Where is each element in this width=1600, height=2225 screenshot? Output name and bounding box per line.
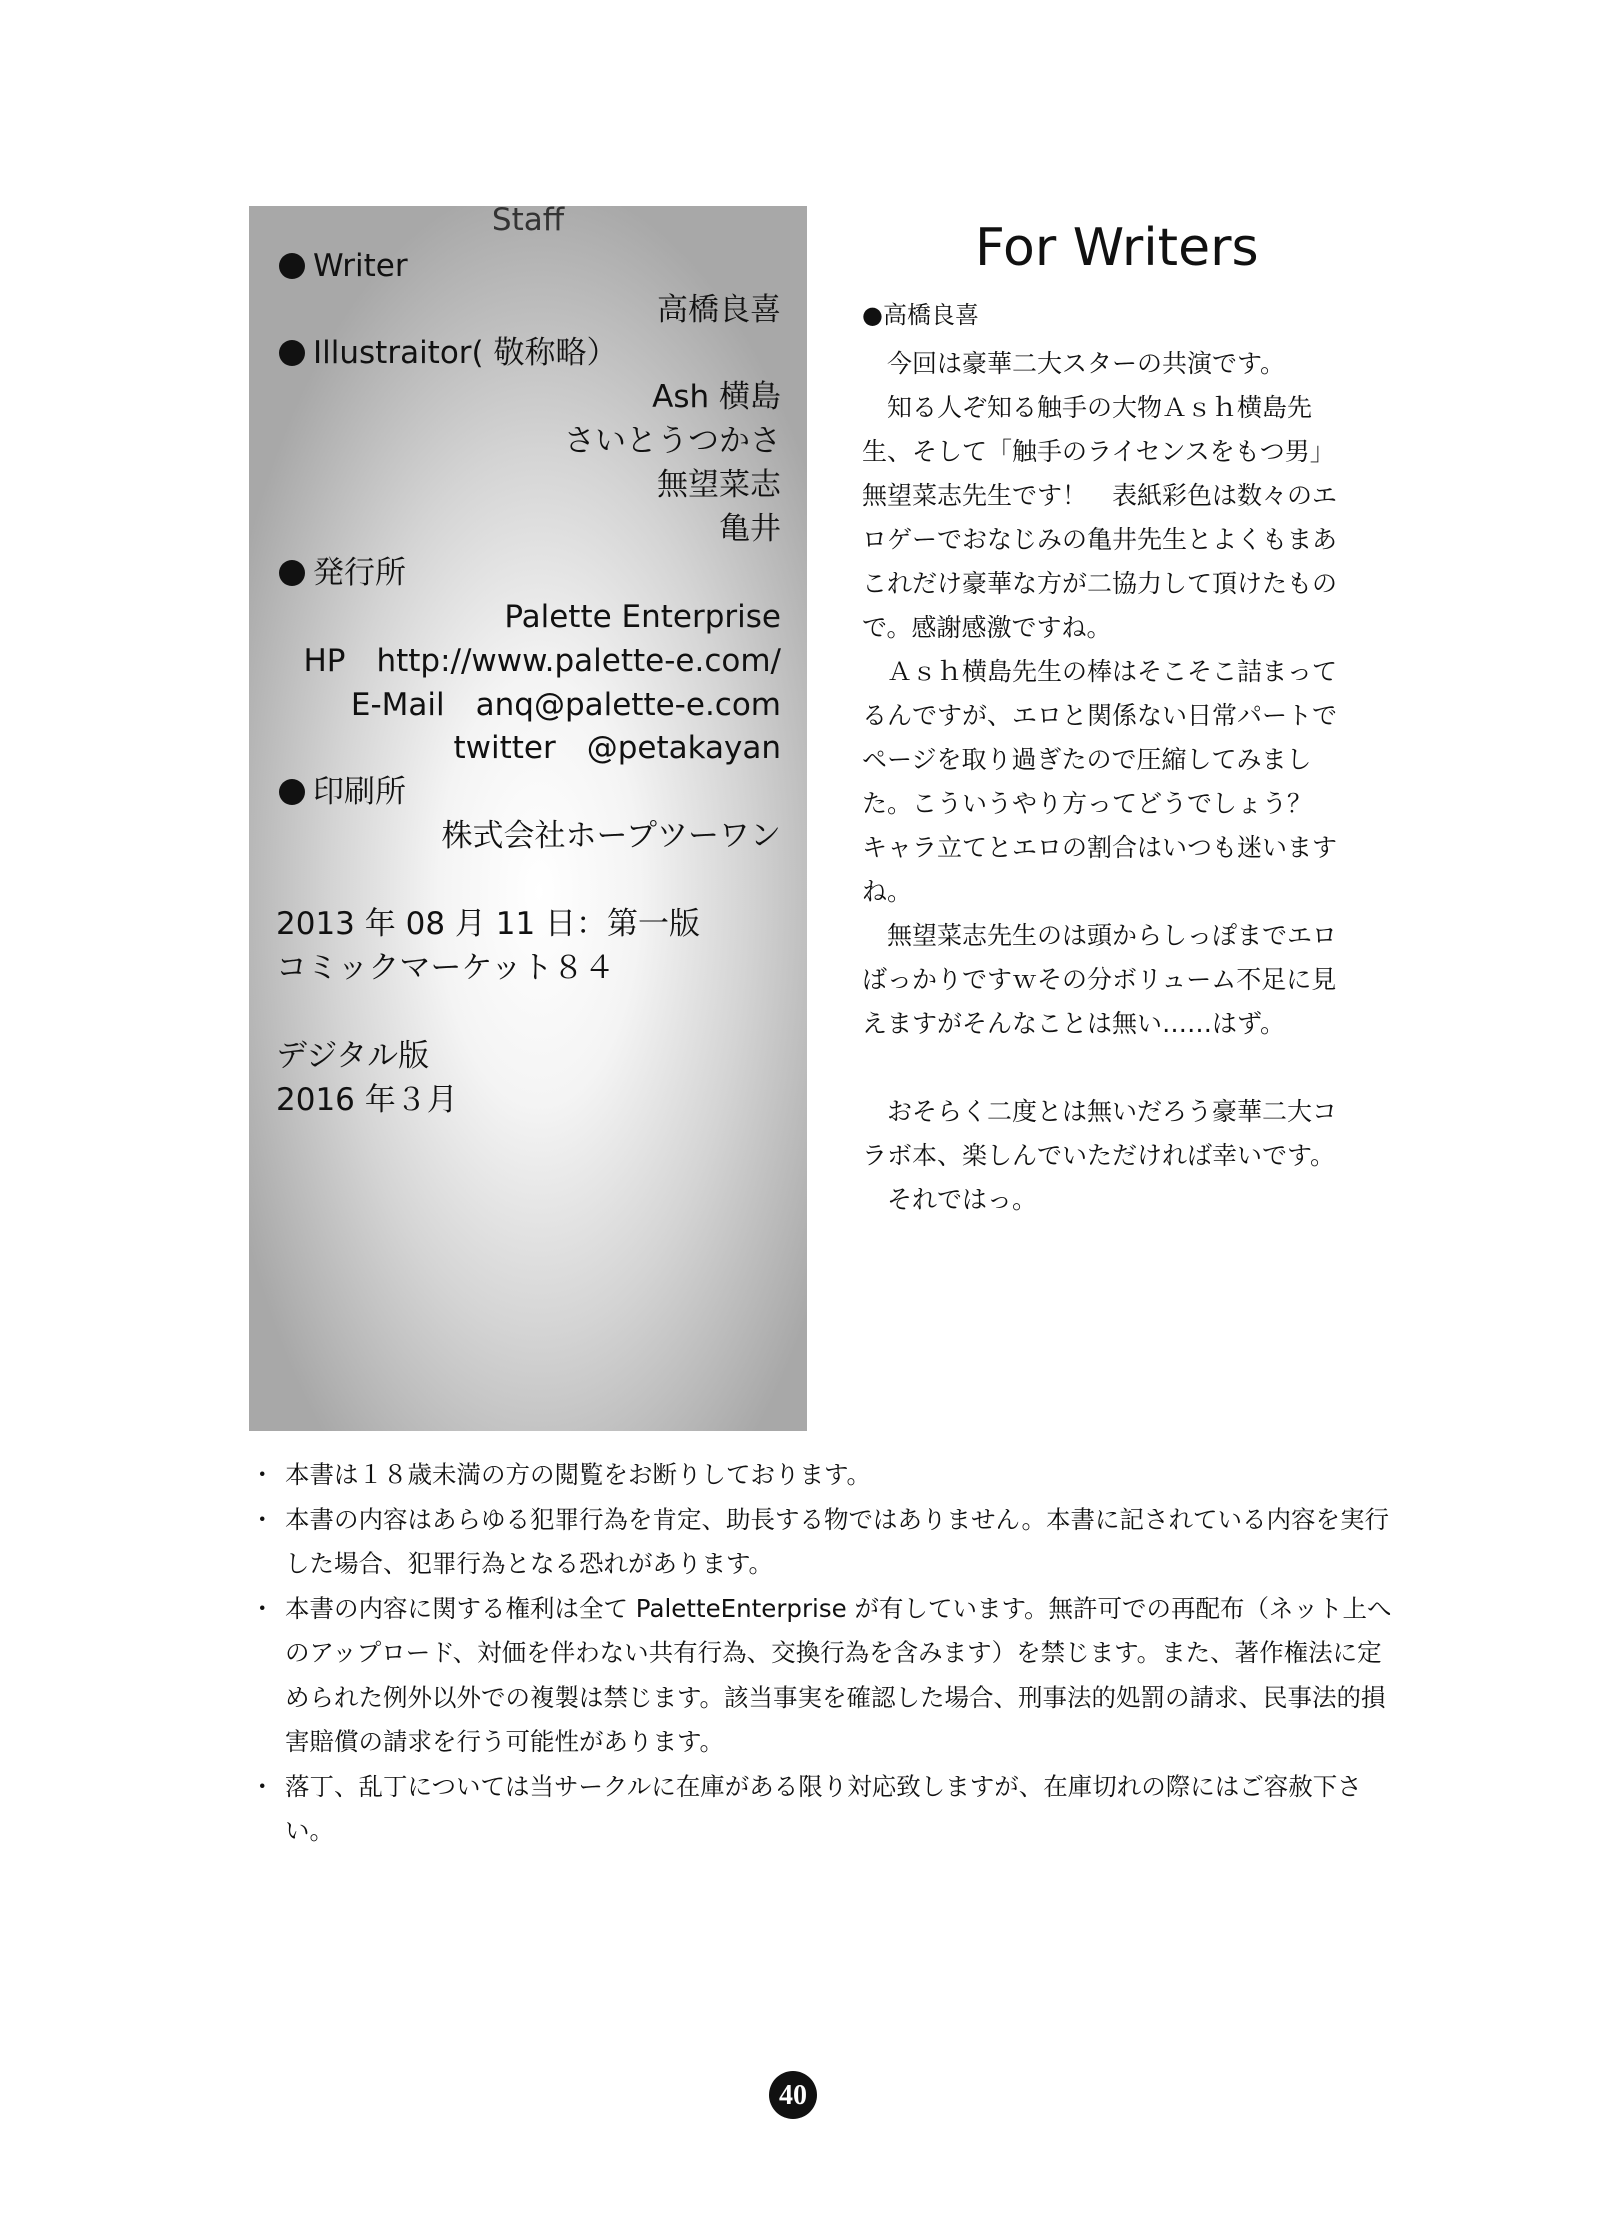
digital-date: 2016 年３月	[276, 1082, 458, 1118]
email-address: E-Mail anq@palette-e.com	[350, 687, 781, 723]
note-text: 本書は１８歳未満の方の閲覧をお断りしております。	[285, 1460, 872, 1489]
writer-label: Writer	[313, 248, 408, 284]
for-writers-title: For Writers	[975, 218, 1259, 278]
for-writers-body	[862, 342, 1355, 1222]
writer-heading	[279, 246, 408, 286]
publisher-label: 発行所	[313, 555, 406, 591]
staff-panel	[249, 202, 807, 1431]
body-paragraph: それではっ。	[887, 1185, 1038, 1214]
bullet-icon	[279, 253, 305, 279]
bullet-icon: ・	[250, 1593, 275, 1623]
bullet-icon	[279, 560, 305, 586]
edition-date: 2013 年 08 月 11 日：第一版	[276, 906, 701, 942]
for-writers-author: ●高橋良喜	[862, 301, 979, 329]
bullet-icon: ・	[250, 1460, 275, 1489]
body-paragraph: Ａｓｈ横島先生の棒はそこそこ詰まってるんですが、エロと関係ない日常パートでページを取り過ぎたので圧縮してみました。こういうやり方ってどうでしょう？ キャラ立てとエロの割合はいつも迷いますね。	[862, 657, 1338, 906]
body-paragraph: 今回は豪華二大スターの共演です。	[887, 349, 1286, 378]
writer-name: 高橋良喜	[657, 292, 781, 328]
illustrator-name: 亀井	[719, 511, 781, 547]
printer-name: 株式会社ホープツーワン	[441, 818, 781, 854]
printer-heading	[279, 772, 406, 812]
note-text: 落丁、乱丁については当サークルに在庫がある限り対応致しますが、在庫切れの際にはご容赦下さい。	[285, 1771, 1362, 1845]
staff-title: Staff	[491, 202, 565, 238]
note-item	[250, 1587, 1400, 1765]
bullet-icon: ・	[250, 1771, 275, 1801]
bullet-icon: ・	[250, 1504, 275, 1534]
page-number	[767, 2069, 819, 2121]
note-item	[250, 1765, 1400, 1854]
note-text: 本書の内容はあらゆる犯罪行為を肯定、助長する物ではありません。本書に記されている内容を実行した場合、犯罪行為となる恐れがあります。	[285, 1504, 1389, 1578]
publisher-name: Palette Enterprise	[504, 599, 781, 635]
bullet-icon	[279, 779, 305, 805]
note-item	[250, 1453, 1400, 1498]
note-item	[250, 1498, 1400, 1587]
bullet-icon	[279, 340, 305, 366]
illustrator-label: Illustraitor( 敬称略）	[313, 335, 618, 371]
notes-list	[250, 1453, 1400, 1854]
digital-edition: デジタル版	[276, 1038, 430, 1074]
body-paragraph-spacer	[862, 1046, 1355, 1090]
illustrator-name: さいとうつかさ	[564, 423, 781, 459]
printer-label: 印刷所	[313, 774, 406, 810]
page-number-text: 40	[779, 2080, 807, 2111]
publisher-heading	[279, 553, 406, 593]
illustrator-name: 無望菜志	[657, 467, 781, 503]
illustrator-heading	[279, 333, 618, 373]
twitter-handle: twitter @petakayan	[453, 730, 781, 766]
body-paragraph: おそらく二度とは無いだろう豪華二大コラボ本、楽しんでいただければ幸いです。	[862, 1097, 1338, 1170]
event-name: コミックマーケット８４	[276, 950, 615, 986]
illustrator-name: Ash 横島	[652, 379, 781, 415]
body-paragraph: 知る人ぞ知る触手の大物Ａｓｈ横島先生、そして「触手のライセンスをもつ男」無望菜志先生です！ 表紙彩色は数々のエロゲーでおなじみの亀井先生とよくもまあこれだけ豪華な方が二協力して頂けたもので。感謝感激ですね。	[862, 393, 1338, 642]
homepage-url: HP http://www.palette-e.com/	[303, 643, 781, 679]
body-paragraph: 無望菜志先生のは頭からしっぽまでエロばっかりですｗその分ボリューム不足に見えますがそんなことは無い……はず。	[862, 921, 1338, 1038]
note-text: 本書の内容に関する権利は全て PaletteEnterprise が有しています。無許可での再配布（ネット上へのアップロード、対価を伴わない共有行為、交換行為を含みます）を禁じます。また、著作権法に定められた例外以外での複製は禁じます。該当事実を確認した場合、刑事法的処罰の請求、民事法的損害賠償の請求を行う可能性があります。	[285, 1593, 1392, 1756]
